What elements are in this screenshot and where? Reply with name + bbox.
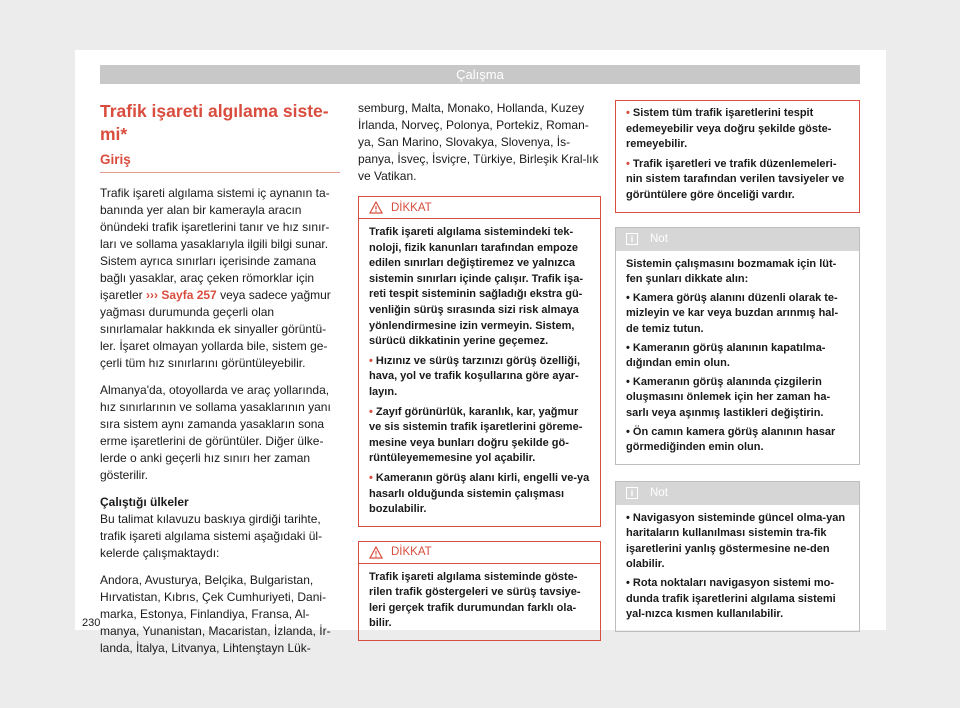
- section-subtitle: Giriş: [100, 146, 340, 173]
- warning-intro: Trafik işareti algılama sistemindeki tek-noloji, fizik kanunları tarafından empoze edilen sınırları değiştiremez ve yalnızca sistemin sınırları içinde çalışır. Trafik işa-reti tespit sisteminin sağladığı ekstra gü-venliğin sürüş sırasında sizi risk almaya yönlendirmesine izin vermeyin. Sistem, sürücü dikkatinin yerine geçemez.: [369, 226, 583, 348]
- list-item-text: Trafik işaretleri ve trafik düzenlemeleri-nin sistem tarafından verilen tavsiyeler ve görüntülere göre önceliği vardır.: [626, 157, 845, 201]
- warning-body-1: [359, 219, 600, 526]
- note-intro: Sistemin çalışmasını bozmamak için lüt-fen şunları dikkate alın:: [626, 257, 837, 286]
- list-item: [369, 354, 590, 401]
- page-title: [100, 100, 340, 146]
- column-1: [100, 100, 340, 657]
- list-item: [369, 471, 590, 518]
- warning-label-2: DİKKAT: [391, 546, 432, 559]
- list-item: • Rota noktaları navigasyon sistemi mo-dunda trafik işaretlerini algılama sistemi yal-nızca kısmen kullanılabilir.: [626, 577, 836, 621]
- warning-body-2: [359, 564, 600, 640]
- warning-header-2: [359, 542, 600, 564]
- list-item: • Ön camın kamera görüş alanının hasar görmediğinden emin olun.: [626, 425, 836, 454]
- note-body-1: [616, 251, 859, 464]
- countries-list-paragraph: Andora, Avusturya, Belçika, Bulgaristan, Hırvatistan, Kıbrıs, Çek Cumhuriyeti, Dani-marka, Estonya, Finlandiya, Fransa, Al-manya, Yunanistan, Macaristan, İzlanda, İr-landa, İtalya, Litvanya, Lihtenştayn Lük-: [100, 573, 331, 655]
- warning-box-1-continued: [615, 100, 860, 213]
- page-number: 230: [82, 617, 101, 629]
- note-label-1: Not: [650, 233, 668, 246]
- list-item: • Kameranın görüş alanında çizgilerin oluşmasını önlemek için her zaman ha-sarlı veya aşınmış lastikleri değiştirin.: [626, 375, 831, 419]
- warning-label-1: DİKKAT: [391, 201, 432, 214]
- bullet-icon: •: [369, 471, 373, 484]
- germany-paragraph: Almanya'da, otoyollarda ve araç yollarında, hız sınırlarının ve sollama yasaklarının yanı sıra sistem aynı zamanda yasakların sona erme işaretlerini de görüntüler. Diğer ülke-lerde o anki geçerli hız sınırı her zaman gösterilir.: [100, 383, 331, 482]
- intro-paragraph: [100, 185, 340, 372]
- warning-header-1: [359, 197, 600, 219]
- list-item: [626, 106, 849, 153]
- countries-heading: Çalıştığı ülkeler: [100, 495, 189, 509]
- list-item: [369, 405, 590, 467]
- info-icon: i: [626, 233, 638, 245]
- list-item-text: Kamera görüş alanını düzenli olarak te-mizleyin ve kar veya buzdan arınmış hal-de temiz tutun.: [626, 291, 839, 335]
- bullet-icon: •: [369, 354, 373, 367]
- column-3: [615, 100, 860, 632]
- list-item-text: Sistem tüm trafik işaretlerini tespit edemeyebilir veya doğru şekilde göste-remeyebilir.: [626, 107, 832, 151]
- countries-list-continued: semburg, Malta, Monako, Hollanda, Kuzey İrlanda, Norveç, Polonya, Portekiz, Roman-ya, San Marino, Slovakya, Slovenya, İs-panya, İsveç, İsviçre, Türkiye, Birleşik Kral-lık ve Vatikan.: [358, 101, 599, 183]
- list-item: • Kamera görüş alanını düzenli olarak te-mizleyin ve kar veya buzdan arınmış hal-de temiz tutun.: [626, 291, 839, 335]
- intro-text-part2: veya sadece yağmur yağması durumunda geçerli olan sınırlamalar hakkında ek sinyaller görüntü-ler. İşaret olmayan yollarda bile, sistem ge-çerli tüm hız sınırlarını görüntüleyebilir.: [100, 288, 331, 370]
- list-item-text: Rota noktaları navigasyon sistemi mo-dunda trafik işaretlerini algılama sistemi yal-nızca kısmen kullanılabilir.: [626, 577, 836, 621]
- list-item-text: Hızınız ve sürüş tarzınızı görüş özelliği, hava, yol ve trafik koşullarına göre ayar-layın.: [369, 354, 581, 398]
- note-box-1: [615, 227, 860, 465]
- note-header-2: [616, 482, 859, 505]
- note-body-2: [616, 505, 859, 631]
- list-item: • Kameranın görüş alanının kapatılma-dığından emin olun.: [626, 341, 826, 370]
- warning-box-1: [358, 196, 601, 527]
- bullet-icon: •: [369, 405, 373, 418]
- note-box-2: [615, 481, 860, 632]
- list-item: • Navigasyon sisteminde güncel olma-yan haritaların kullanılması sistemin tra-fik işaretlerini yanlış göstermesine ne-den olabilir.: [626, 511, 846, 571]
- info-icon: i: [626, 487, 638, 499]
- bullet-icon: •: [626, 107, 630, 119]
- intro-text-part1: Trafik işareti algılama sistemi iç aynanın ta-banında yer alan bir kamerayla aracın önündeki trafik işaretlerini tanır ve hız sınır-ları ve sollama yasaklarıyla ilgili bilgi sunar. Sistem ayrıca sınırları içerisinde zamana bağlı yasaklar, araç çeken römorklar için işaretler: [100, 186, 330, 302]
- note-header-1: [616, 228, 859, 251]
- warning-box-2: [358, 541, 601, 641]
- list-item-text: Kameranın görüş alanında çizgilerin oluşmasını önlemek için her zaman ha-sarlı veya aşınmış lastikleri değiştirin.: [626, 375, 831, 419]
- warning-triangle-icon: [369, 546, 383, 559]
- title-line-2: mi*: [100, 124, 128, 144]
- warning-triangle-icon: [369, 201, 383, 214]
- list-item-text: Zayıf görünürlük, karanlık, kar, yağmur ve sis sistemin trafik işaretlerini göreme-mesine veya bunları doğru şekilde gö-rüntüleyememesine yol açabilir.: [369, 405, 583, 465]
- countries-intro-paragraph: Bu talimat kılavuzu baskıya girdiği tarihte, trafik işareti algılama sistemi aşağıdaki ül-kelerde çalışmaktaydı:: [100, 512, 323, 560]
- page-reference-link[interactable]: ››› Sayfa 257: [146, 288, 217, 302]
- warning-body-continued: [616, 101, 859, 212]
- list-item-text: Navigasyon sisteminde güncel olma-yan haritaların kullanılması sistemin tra-fik işaretlerini yanlış göstermesine ne-den olabilir.: [626, 511, 846, 571]
- note-label-2: Not: [650, 487, 668, 500]
- list-item: [626, 157, 849, 204]
- bullet-icon: •: [626, 157, 630, 170]
- section-header-bar: Çalışma: [100, 65, 860, 84]
- column-2: [358, 100, 601, 641]
- title-line-1: Trafik işareti algılama siste-: [100, 101, 329, 121]
- list-item-text: Kameranın görüş alanının kapatılma-dığından emin olun.: [626, 341, 826, 370]
- list-item-text: Kameranın görüş alanı kirli, engelli ve-ya hasarlı olduğunda sistemin çalışması bozulabilir.: [369, 471, 590, 516]
- list-item-text: Ön camın kamera görüş alanının hasar görmediğinden emin olun.: [626, 425, 836, 454]
- warning-text: Trafik işareti algılama sisteminde göste-rilen trafik göstergeleri ve sürüş tavsiye-leri gerçek trafik durumundan farklı ola-bilir.: [369, 570, 581, 630]
